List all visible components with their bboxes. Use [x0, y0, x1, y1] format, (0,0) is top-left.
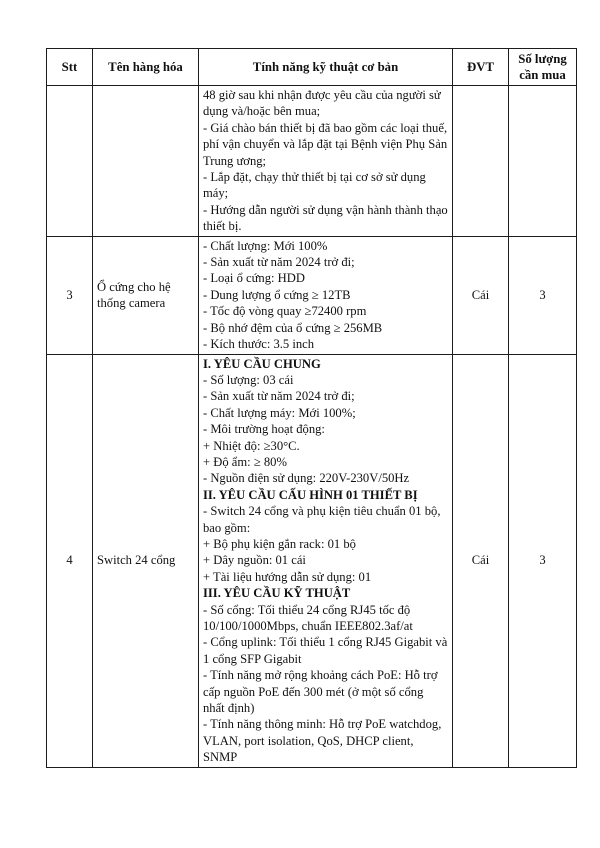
spec-line: + Dây nguồn: 01 cái [203, 553, 306, 568]
spec-line: - Tốc độ vòng quay ≥72400 rpm [203, 304, 367, 319]
row-stt: 3 [47, 236, 93, 354]
header-item-name: Tên hàng hóa [93, 49, 199, 86]
spec-line: 48 giờ sau khi nhận được yêu cầu của người sử dụng và/hoặc bên mua; [203, 88, 441, 119]
spec-line: - Tính năng mở rộng khoảng cách PoE: Hỗ trợ cấp nguồn PoE đến 300 mét (ở một số cổng nhất định) [203, 668, 438, 716]
row-unit [453, 86, 509, 237]
spec-section-heading: I. YÊU CẦU CHUNG [203, 356, 321, 371]
spec-line: - Số cổng: Tối thiểu 24 cổng RJ45 tốc độ 10/100/1000Mbps, chuẩn IEEE802.3af/at [203, 602, 413, 633]
spec-line: + Tài liệu hướng dẫn sử dụng: 01 [203, 569, 372, 584]
spec-line: - Kích thước: 3.5 inch [203, 337, 315, 352]
spec-line: - Lắp đặt, chạy thử thiết bị tại cơ sở sử dụng máy; [203, 170, 426, 201]
row-quantity [509, 86, 577, 237]
spec-line: + Nhiệt độ: ≥30°C. [203, 438, 300, 453]
spec-line: - Tính năng thông minh: Hỗ trợ PoE watchdog, VLAN, port isolation, QoS, DHCP client, SNMP [203, 717, 442, 765]
spec-line: - Sản xuất từ năm 2024 trở đi; [203, 389, 355, 404]
spec-line: - Dung lượng ổ cứng ≥ 12TB [203, 287, 351, 302]
row-item-name: Switch 24 cổng [93, 354, 199, 767]
specification-table [46, 48, 577, 768]
spec-section-heading: II. YÊU CẦU CẤU HÌNH 01 THIẾT BỊ [203, 487, 418, 502]
spec-line: - Loại ổ cứng: HDD [203, 271, 305, 286]
spec-line: - Cổng uplink: Tối thiểu 1 cổng RJ45 Gigabit và 1 cổng SFP Gigabit [203, 635, 448, 666]
spec-line: + Độ ẩm: ≥ 80% [203, 454, 287, 469]
table-header-row [47, 49, 577, 86]
header-quantity: Số lượng cần mua [509, 49, 577, 86]
row-item-name [93, 86, 199, 237]
header-unit: ĐVT [453, 49, 509, 86]
spec-line: - Switch 24 cổng và phụ kiện tiêu chuẩn 01 bộ, bao gồm: [203, 504, 441, 535]
spec-line: - Sản xuất từ năm 2024 trở đi; [203, 255, 355, 270]
spec-line: - Hướng dẫn người sử dụng vận hành thành thạo thiết bị. [203, 202, 448, 234]
spec-line: - Chất lượng: Mới 100% [203, 238, 328, 253]
header-stt: Stt [47, 49, 93, 86]
row-unit: Cái [453, 354, 509, 767]
row-quantity: 3 [509, 354, 577, 767]
spec-section-heading: III. YÊU CẦU KỸ THUẬT [203, 586, 351, 601]
spec-line: - Chất lượng máy: Mới 100%; [203, 405, 356, 420]
spec-line: - Bộ nhớ đệm của ổ cứng ≥ 256MB [203, 320, 383, 335]
spec-line: - Giá chào bán thiết bị đã bao gồm các loại thuế, phí vận chuyển và lắp đặt tại Bệnh viện Phụ Sản Trung ương; [203, 120, 448, 168]
spec-line: - Nguồn điện sử dụng: 220V-230V/50Hz [203, 471, 410, 486]
header-specifications: Tính năng kỹ thuật cơ bản [199, 49, 453, 86]
spec-line: + Bộ phụ kiện gắn rack: 01 bộ [203, 536, 356, 551]
row-item-name: Ổ cứng cho hệ thống camera [93, 236, 199, 354]
table-row [47, 236, 577, 354]
row-specifications [199, 86, 453, 237]
row-unit: Cái [453, 236, 509, 354]
row-specifications [199, 236, 453, 354]
table-row [47, 86, 577, 237]
spec-line: - Số lượng: 03 cái [203, 372, 294, 387]
row-stt [47, 86, 93, 237]
spec-line: - Môi trường hoạt động: [203, 422, 325, 437]
row-specifications [199, 354, 453, 767]
row-quantity: 3 [509, 236, 577, 354]
row-stt: 4 [47, 354, 93, 767]
table-row [47, 354, 577, 767]
